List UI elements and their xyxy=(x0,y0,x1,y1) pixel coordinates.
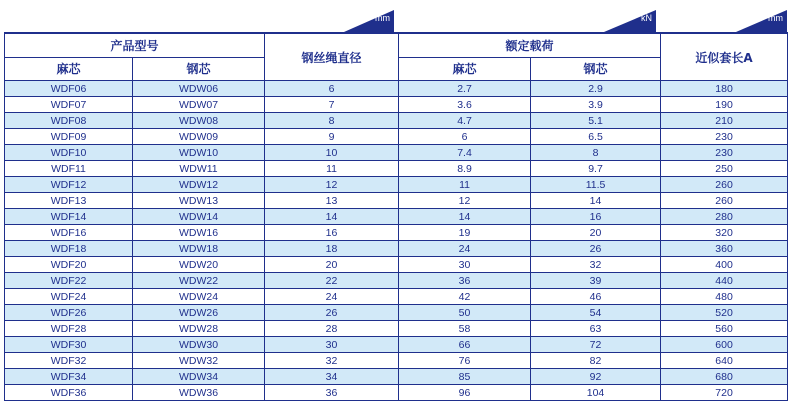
load-steel-cell: 3.9 xyxy=(531,97,661,113)
wire-diameter-cell: 22 xyxy=(265,273,399,289)
load-hemp-cell: 30 xyxy=(399,257,531,273)
load-hemp-cell: 6 xyxy=(399,129,531,145)
table-row xyxy=(5,305,788,321)
model-steel-cell: WDW22 xyxy=(133,273,265,289)
table-row xyxy=(5,241,788,257)
model-hemp-cell: WDF34 xyxy=(5,369,133,385)
table-row xyxy=(5,81,788,97)
load-hemp-cell: 24 xyxy=(399,241,531,257)
length-cell: 280 xyxy=(661,209,788,225)
length-cell: 680 xyxy=(661,369,788,385)
load-hemp-cell: 85 xyxy=(399,369,531,385)
table-row xyxy=(5,385,788,401)
load-hemp-cell: 58 xyxy=(399,321,531,337)
load-steel-cell: 8 xyxy=(531,145,661,161)
model-hemp-cell: WDF24 xyxy=(5,289,133,305)
load-hemp-cell: 36 xyxy=(399,273,531,289)
length-cell: 190 xyxy=(661,97,788,113)
load-steel-cell: 63 xyxy=(531,321,661,337)
table-body xyxy=(5,81,788,401)
wire-diameter-cell: 11 xyxy=(265,161,399,177)
wire-diameter-cell: 24 xyxy=(265,289,399,305)
model-hemp-cell: WDF18 xyxy=(5,241,133,257)
load-unit-label: kN xyxy=(641,13,652,23)
model-group-header: 产品型号 xyxy=(5,33,265,57)
load-hemp-cell: 11 xyxy=(399,177,531,193)
spec-table xyxy=(4,32,788,401)
model-hemp-cell: WDF30 xyxy=(5,337,133,353)
load-steel-cell: 104 xyxy=(531,385,661,401)
length-cell: 250 xyxy=(661,161,788,177)
wire-diameter-cell: 14 xyxy=(265,209,399,225)
model-steel-cell: WDW18 xyxy=(133,241,265,257)
model-hemp-cell: WDF09 xyxy=(5,129,133,145)
length-unit-label: mm xyxy=(768,13,783,23)
length-cell: 520 xyxy=(661,305,788,321)
length-cell: 560 xyxy=(661,321,788,337)
model-hemp-cell: WDF26 xyxy=(5,305,133,321)
model-steel-cell: WDW32 xyxy=(133,353,265,369)
table-row xyxy=(5,353,788,369)
load-hemp-cell: 19 xyxy=(399,225,531,241)
table-row xyxy=(5,193,788,209)
diameter-unit-tag xyxy=(344,10,394,32)
table-row xyxy=(5,177,788,193)
length-cell: 440 xyxy=(661,273,788,289)
model-steel-cell: WDW06 xyxy=(133,81,265,97)
table-row xyxy=(5,161,788,177)
length-cell: 260 xyxy=(661,193,788,209)
model-steel-cell: WDW10 xyxy=(133,145,265,161)
length-cell: 720 xyxy=(661,385,788,401)
model-hemp-cell: WDF32 xyxy=(5,353,133,369)
table-row xyxy=(5,113,788,129)
load-steel-cell: 32 xyxy=(531,257,661,273)
model-steel-cell: WDW26 xyxy=(133,305,265,321)
length-cell: 320 xyxy=(661,225,788,241)
model-hemp-cell: WDF13 xyxy=(5,193,133,209)
load-hemp-cell: 7.4 xyxy=(399,145,531,161)
wire-diameter-cell: 16 xyxy=(265,225,399,241)
wire-diameter-cell: 34 xyxy=(265,369,399,385)
load-group-header: 额定载荷 xyxy=(399,33,661,57)
wire-diameter-cell: 30 xyxy=(265,337,399,353)
wire-diameter-cell: 7 xyxy=(265,97,399,113)
wire-diameter-cell: 6 xyxy=(265,81,399,97)
table-row xyxy=(5,257,788,273)
model-hemp-cell: WDF10 xyxy=(5,145,133,161)
wire-diameter-cell: 9 xyxy=(265,129,399,145)
load-hemp-cell: 42 xyxy=(399,289,531,305)
model-steel-cell: WDW34 xyxy=(133,369,265,385)
length-cell: 600 xyxy=(661,337,788,353)
model-steel-cell: WDW09 xyxy=(133,129,265,145)
load-hemp-cell: 2.7 xyxy=(399,81,531,97)
wire-diameter-cell: 10 xyxy=(265,145,399,161)
model-hemp-cell: WDF12 xyxy=(5,177,133,193)
model-steel-cell: WDW36 xyxy=(133,385,265,401)
model-hemp-cell: WDF36 xyxy=(5,385,133,401)
table-row xyxy=(5,337,788,353)
wire-diameter-cell: 26 xyxy=(265,305,399,321)
load-steel-header: 钢芯 xyxy=(531,57,661,81)
model-steel-cell: WDW13 xyxy=(133,193,265,209)
length-unit-tag xyxy=(736,10,787,32)
length-header: 近似套长A xyxy=(661,33,788,81)
load-steel-cell: 5.1 xyxy=(531,113,661,129)
load-steel-cell: 72 xyxy=(531,337,661,353)
model-hemp-cell: WDF08 xyxy=(5,113,133,129)
table-row xyxy=(5,209,788,225)
load-steel-cell: 26 xyxy=(531,241,661,257)
load-steel-cell: 16 xyxy=(531,209,661,225)
wire-diameter-cell: 13 xyxy=(265,193,399,209)
wire-diameter-cell: 8 xyxy=(265,113,399,129)
model-hemp-cell: WDF22 xyxy=(5,273,133,289)
model-steel-header: 钢芯 xyxy=(133,57,265,81)
table-row xyxy=(5,369,788,385)
wire-diameter-cell: 28 xyxy=(265,321,399,337)
table-row xyxy=(5,129,788,145)
wire-diameter-cell: 36 xyxy=(265,385,399,401)
length-cell: 400 xyxy=(661,257,788,273)
length-cell: 480 xyxy=(661,289,788,305)
load-steel-cell: 82 xyxy=(531,353,661,369)
load-hemp-cell: 96 xyxy=(399,385,531,401)
load-steel-cell: 14 xyxy=(531,193,661,209)
length-cell: 640 xyxy=(661,353,788,369)
model-steel-cell: WDW08 xyxy=(133,113,265,129)
length-cell: 230 xyxy=(661,129,788,145)
wire-diameter-cell: 12 xyxy=(265,177,399,193)
load-steel-cell: 6.5 xyxy=(531,129,661,145)
model-hemp-cell: WDF28 xyxy=(5,321,133,337)
load-unit-tag xyxy=(604,10,656,32)
model-steel-cell: WDW30 xyxy=(133,337,265,353)
load-hemp-cell: 50 xyxy=(399,305,531,321)
length-cell: 260 xyxy=(661,177,788,193)
load-steel-cell: 9.7 xyxy=(531,161,661,177)
load-hemp-cell: 12 xyxy=(399,193,531,209)
wire-diameter-cell: 20 xyxy=(265,257,399,273)
model-steel-cell: WDW16 xyxy=(133,225,265,241)
length-cell: 360 xyxy=(661,241,788,257)
table-row xyxy=(5,145,788,161)
load-steel-cell: 39 xyxy=(531,273,661,289)
load-steel-cell: 20 xyxy=(531,225,661,241)
model-hemp-cell: WDF07 xyxy=(5,97,133,113)
model-steel-cell: WDW20 xyxy=(133,257,265,273)
load-steel-cell: 2.9 xyxy=(531,81,661,97)
length-cell: 210 xyxy=(661,113,788,129)
model-hemp-cell: WDF20 xyxy=(5,257,133,273)
diameter-unit-label: mm xyxy=(375,13,390,23)
table-row xyxy=(5,273,788,289)
load-steel-cell: 46 xyxy=(531,289,661,305)
model-hemp-cell: WDF14 xyxy=(5,209,133,225)
wire-diameter-cell: 18 xyxy=(265,241,399,257)
model-hemp-header: 麻芯 xyxy=(5,57,133,81)
length-cell: 230 xyxy=(661,145,788,161)
wire-diameter-cell: 32 xyxy=(265,353,399,369)
load-hemp-cell: 8.9 xyxy=(399,161,531,177)
table-row xyxy=(5,321,788,337)
load-steel-cell: 11.5 xyxy=(531,177,661,193)
load-hemp-cell: 4.7 xyxy=(399,113,531,129)
model-steel-cell: WDW12 xyxy=(133,177,265,193)
load-hemp-cell: 14 xyxy=(399,209,531,225)
load-hemp-header: 麻芯 xyxy=(399,57,531,81)
model-steel-cell: WDW24 xyxy=(133,289,265,305)
load-hemp-cell: 66 xyxy=(399,337,531,353)
header-row-top xyxy=(5,33,788,57)
wire-diameter-header: 钢丝绳直径 xyxy=(265,33,399,81)
model-hemp-cell: WDF16 xyxy=(5,225,133,241)
model-steel-cell: WDW11 xyxy=(133,161,265,177)
table-row xyxy=(5,225,788,241)
model-steel-cell: WDW28 xyxy=(133,321,265,337)
model-hemp-cell: WDF06 xyxy=(5,81,133,97)
load-steel-cell: 92 xyxy=(531,369,661,385)
length-cell: 180 xyxy=(661,81,788,97)
load-hemp-cell: 76 xyxy=(399,353,531,369)
load-steel-cell: 54 xyxy=(531,305,661,321)
table-row xyxy=(5,97,788,113)
load-hemp-cell: 3.6 xyxy=(399,97,531,113)
model-steel-cell: WDW07 xyxy=(133,97,265,113)
table-row xyxy=(5,289,788,305)
model-steel-cell: WDW14 xyxy=(133,209,265,225)
model-hemp-cell: WDF11 xyxy=(5,161,133,177)
